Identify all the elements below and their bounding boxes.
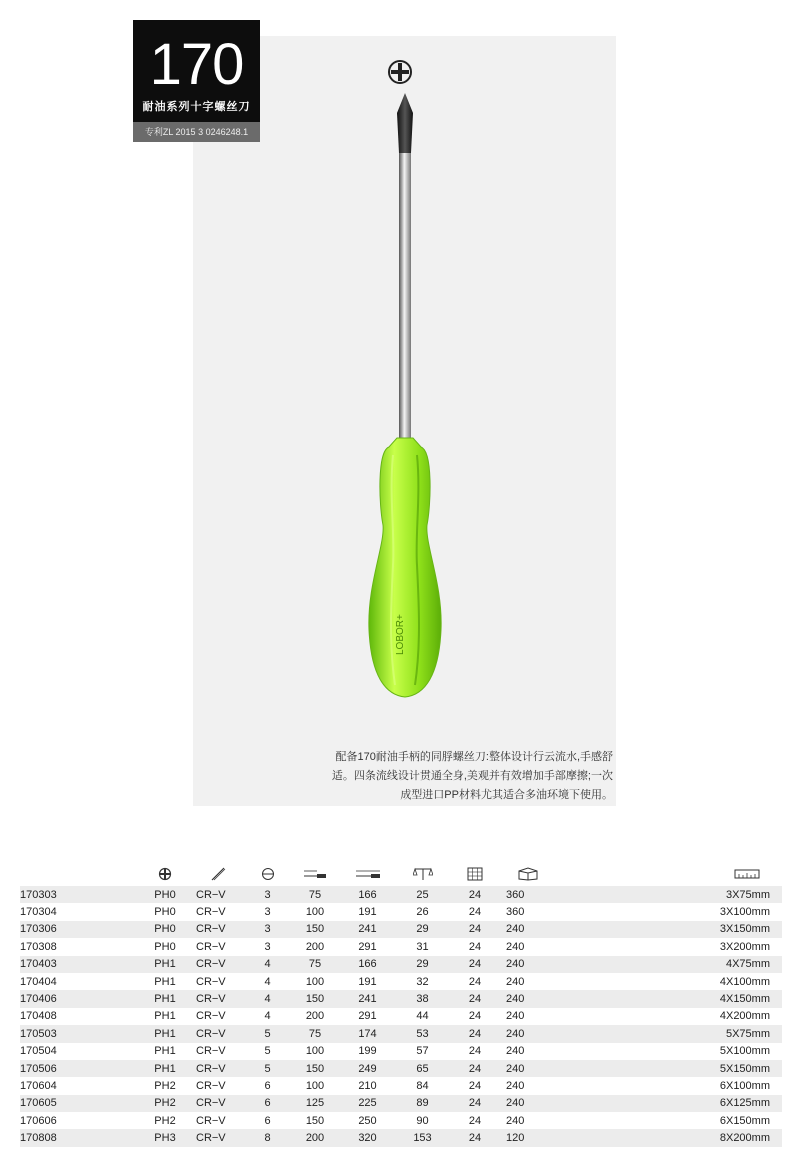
material: CR−V xyxy=(196,1114,226,1127)
diameter: 5 xyxy=(245,1060,290,1077)
overall-length: 291 xyxy=(358,940,377,953)
tip-size: PH0 xyxy=(140,886,190,903)
table-row xyxy=(20,1060,782,1077)
weight: 57 xyxy=(416,1045,429,1058)
tip-size: PH0 xyxy=(140,921,190,938)
overall-length: 241 xyxy=(340,921,395,938)
item-code: 170408 xyxy=(20,1010,57,1023)
overall-length: 241 xyxy=(340,990,395,1007)
spacer xyxy=(555,1008,657,1025)
inner-qty: 24 xyxy=(450,1129,500,1146)
item-code: 170506 xyxy=(20,1060,140,1077)
weight: 44 xyxy=(416,1010,429,1023)
spacer xyxy=(555,886,657,903)
phillips-symbol-icon xyxy=(386,58,414,86)
overall-length-icon xyxy=(340,862,395,886)
carton-qty: 240 xyxy=(500,1060,555,1077)
spacer xyxy=(555,903,657,920)
inner-qty: 24 xyxy=(450,990,500,1007)
tip-size: PH3 xyxy=(140,1129,190,1146)
inner-qty: 24 xyxy=(468,975,482,988)
diameter: 4 xyxy=(245,990,290,1007)
model-number: 170 xyxy=(149,32,244,97)
carton-qty: 240 xyxy=(500,1095,555,1112)
spec-table xyxy=(20,862,782,1147)
blade-length: 200 xyxy=(290,1129,340,1146)
item-code: 170605 xyxy=(20,1095,140,1112)
material: CR−V xyxy=(190,990,245,1007)
overall-length: 199 xyxy=(358,1045,377,1058)
inner-qty: 24 xyxy=(450,1025,500,1042)
weight: 89 xyxy=(395,1095,450,1112)
material: CR−V xyxy=(190,1025,245,1042)
table-row xyxy=(20,1129,782,1146)
inner-qty: 24 xyxy=(468,1045,482,1058)
blade-length: 150 xyxy=(290,1060,340,1077)
blade-length: 100 xyxy=(305,975,325,988)
carton-qty: 240 xyxy=(506,1114,525,1127)
tip-size: PH1 xyxy=(140,1060,190,1077)
table-row xyxy=(20,1077,782,1094)
blade-length-icon xyxy=(290,862,340,886)
carton-qty: 360 xyxy=(506,906,525,919)
overall-length: 191 xyxy=(358,975,377,988)
shank-diameter-icon xyxy=(245,862,290,886)
item-code: 170403 xyxy=(20,956,140,973)
size-ruler-icon xyxy=(657,862,782,886)
size: 5X100mm xyxy=(719,1045,770,1058)
diameter: 4 xyxy=(245,956,290,973)
weight-icon xyxy=(395,862,450,886)
blade-length: 150 xyxy=(290,921,340,938)
table-row xyxy=(20,956,782,973)
diameter: 8 xyxy=(245,1129,290,1146)
carton-qty: 240 xyxy=(506,1079,525,1092)
item-code: 170604 xyxy=(20,1079,57,1092)
table-row xyxy=(20,1112,782,1129)
weight: 90 xyxy=(416,1114,429,1127)
carton-icon xyxy=(500,862,555,886)
spec-table-body xyxy=(20,886,782,1147)
description-line: 适。四条流线设计贯通全身,美观并有效增加手部摩擦;一次 xyxy=(331,770,613,782)
size: 8X200mm xyxy=(657,1129,782,1146)
item-code: 170303 xyxy=(20,886,140,903)
spacer xyxy=(555,1095,657,1112)
inner-qty: 24 xyxy=(468,1079,482,1092)
patent-number: 专利ZL 2015 3 0246248.1 xyxy=(133,122,260,142)
overall-length: 249 xyxy=(340,1060,395,1077)
weight: 26 xyxy=(416,906,429,919)
weight: 32 xyxy=(416,975,429,988)
carton-qty: 360 xyxy=(500,886,555,903)
material: CR−V xyxy=(190,1129,245,1146)
size: 3X200mm xyxy=(719,940,770,953)
item-code: 170406 xyxy=(20,990,140,1007)
diameter: 6 xyxy=(264,1114,271,1127)
overall-length: 225 xyxy=(340,1095,395,1112)
inner-box-icon xyxy=(450,862,500,886)
weight: 29 xyxy=(395,921,450,938)
blade-length: 100 xyxy=(305,1079,325,1092)
size: 3X75mm xyxy=(657,886,782,903)
overall-length: 250 xyxy=(358,1114,377,1127)
material: CR−V xyxy=(190,1060,245,1077)
spacer xyxy=(555,938,657,955)
model-badge xyxy=(133,20,260,122)
blade-length: 200 xyxy=(305,940,325,953)
blade-length: 75 xyxy=(290,1025,340,1042)
description-line: 配备170耐油手柄的同脬螺丝刀:整体设计行云流水,手感舒 xyxy=(335,751,613,763)
weight: 29 xyxy=(395,956,450,973)
table-row xyxy=(20,903,782,920)
tip-size: PH0 xyxy=(154,906,176,919)
overall-length: 320 xyxy=(340,1129,395,1146)
item-code: 170503 xyxy=(20,1025,140,1042)
material: CR−V xyxy=(196,906,226,919)
diameter: 5 xyxy=(245,1025,290,1042)
tip-size: PH1 xyxy=(154,1010,176,1023)
diameter: 3 xyxy=(245,886,290,903)
size: 5X75mm xyxy=(657,1025,782,1042)
carton-qty: 240 xyxy=(500,990,555,1007)
spacer xyxy=(555,862,657,886)
size: 5X150mm xyxy=(657,1060,782,1077)
weight: 53 xyxy=(395,1025,450,1042)
material: CR−V xyxy=(196,1045,226,1058)
overall-length: 166 xyxy=(340,886,395,903)
inner-qty: 24 xyxy=(450,1060,500,1077)
screwdriver-illustration xyxy=(355,85,455,700)
brand-mark: LOBOR+ xyxy=(395,614,406,655)
table-header-row xyxy=(20,862,782,886)
product-title: 耐油系列十字螺丝刀 xyxy=(142,101,251,113)
carton-qty: 240 xyxy=(506,1045,525,1058)
inner-qty: 24 xyxy=(450,921,500,938)
diameter: 4 xyxy=(264,1010,271,1023)
description-line: 成型进口PP材料尤其适合多油环境下使用。 xyxy=(400,789,613,801)
diameter: 6 xyxy=(245,1095,290,1112)
tip-size: PH1 xyxy=(140,1025,190,1042)
material: CR−V xyxy=(190,1095,245,1112)
size: 4X100mm xyxy=(719,975,770,988)
weight: 65 xyxy=(395,1060,450,1077)
inner-qty: 24 xyxy=(450,886,500,903)
tip-size: PH1 xyxy=(154,975,176,988)
weight: 31 xyxy=(416,940,429,953)
tip-size: PH2 xyxy=(140,1095,190,1112)
item-code: 170808 xyxy=(20,1129,140,1146)
overall-length: 166 xyxy=(340,956,395,973)
inner-qty: 24 xyxy=(468,1114,482,1127)
inner-qty: 24 xyxy=(450,956,500,973)
blade-length: 75 xyxy=(290,886,340,903)
spacer xyxy=(555,1077,657,1094)
table-row xyxy=(20,921,782,938)
blade-length: 150 xyxy=(290,990,340,1007)
carton-qty: 240 xyxy=(506,940,525,953)
carton-qty: 120 xyxy=(500,1129,555,1146)
inner-qty: 24 xyxy=(468,940,482,953)
size: 3X100mm xyxy=(719,906,770,919)
overall-length: 191 xyxy=(358,906,377,919)
blade-length: 75 xyxy=(290,956,340,973)
spacer xyxy=(555,956,657,973)
tip-size: PH2 xyxy=(154,1114,176,1127)
spacer xyxy=(555,1129,657,1146)
item-code: 170606 xyxy=(20,1114,57,1127)
item-code: 170308 xyxy=(20,940,57,953)
spacer xyxy=(555,1025,657,1042)
diameter: 4 xyxy=(264,975,271,988)
tip-size: PH1 xyxy=(140,956,190,973)
inner-qty: 24 xyxy=(468,906,482,919)
weight: 84 xyxy=(416,1079,429,1092)
material: CR−V xyxy=(190,886,245,903)
header-code xyxy=(20,862,140,886)
size: 4X150mm xyxy=(657,990,782,1007)
overall-length: 210 xyxy=(358,1079,377,1092)
diameter: 3 xyxy=(245,921,290,938)
material: CR−V xyxy=(196,975,226,988)
material: CR−V xyxy=(196,940,226,953)
size: 4X200mm xyxy=(719,1010,770,1023)
overall-length: 291 xyxy=(358,1010,377,1023)
carton-qty: 240 xyxy=(500,1025,555,1042)
tip-size: PH0 xyxy=(154,940,176,953)
table-row xyxy=(20,886,782,903)
carton-qty: 240 xyxy=(500,956,555,973)
weight: 38 xyxy=(395,990,450,1007)
material: CR−V xyxy=(190,921,245,938)
diameter: 6 xyxy=(264,1079,271,1092)
tip-size: PH2 xyxy=(154,1079,176,1092)
material: CR−V xyxy=(190,956,245,973)
tip-size: PH1 xyxy=(140,990,190,1007)
size: 6X100mm xyxy=(719,1079,770,1092)
table-row xyxy=(20,1043,782,1060)
table-row xyxy=(20,973,782,990)
carton-qty: 240 xyxy=(506,1010,525,1023)
carton-qty: 240 xyxy=(506,975,525,988)
phillips-icon xyxy=(140,862,190,886)
table-row xyxy=(20,1008,782,1025)
diameter: 3 xyxy=(264,940,271,953)
product-description xyxy=(300,748,613,805)
table-row xyxy=(20,1025,782,1042)
spacer xyxy=(555,1043,657,1060)
table-row xyxy=(20,990,782,1007)
spacer xyxy=(555,1112,657,1129)
material-icon xyxy=(190,862,245,886)
size: 6X150mm xyxy=(719,1114,770,1127)
inner-qty: 24 xyxy=(450,1095,500,1112)
material: CR−V xyxy=(196,1079,226,1092)
item-code: 170404 xyxy=(20,975,57,988)
blade-length: 200 xyxy=(305,1010,325,1023)
carton-qty: 240 xyxy=(500,921,555,938)
size: 6X125mm xyxy=(657,1095,782,1112)
spacer xyxy=(555,990,657,1007)
blade-length: 125 xyxy=(290,1095,340,1112)
spacer xyxy=(555,921,657,938)
blade-length: 150 xyxy=(305,1114,325,1127)
diameter: 5 xyxy=(264,1045,271,1058)
material: CR−V xyxy=(196,1010,226,1023)
weight: 153 xyxy=(395,1129,450,1146)
spacer xyxy=(555,973,657,990)
tip-size: PH1 xyxy=(154,1045,176,1058)
size: 4X75mm xyxy=(657,956,782,973)
inner-qty: 24 xyxy=(468,1010,482,1023)
blade-length: 100 xyxy=(305,906,325,919)
table-row xyxy=(20,1095,782,1112)
item-code: 170504 xyxy=(20,1045,57,1058)
item-code: 170306 xyxy=(20,921,140,938)
blade-length: 100 xyxy=(305,1045,325,1058)
table-row xyxy=(20,938,782,955)
size: 3X150mm xyxy=(657,921,782,938)
diameter: 3 xyxy=(264,906,271,919)
weight: 25 xyxy=(395,886,450,903)
item-code: 170304 xyxy=(20,906,57,919)
overall-length: 174 xyxy=(340,1025,395,1042)
spacer xyxy=(555,1060,657,1077)
